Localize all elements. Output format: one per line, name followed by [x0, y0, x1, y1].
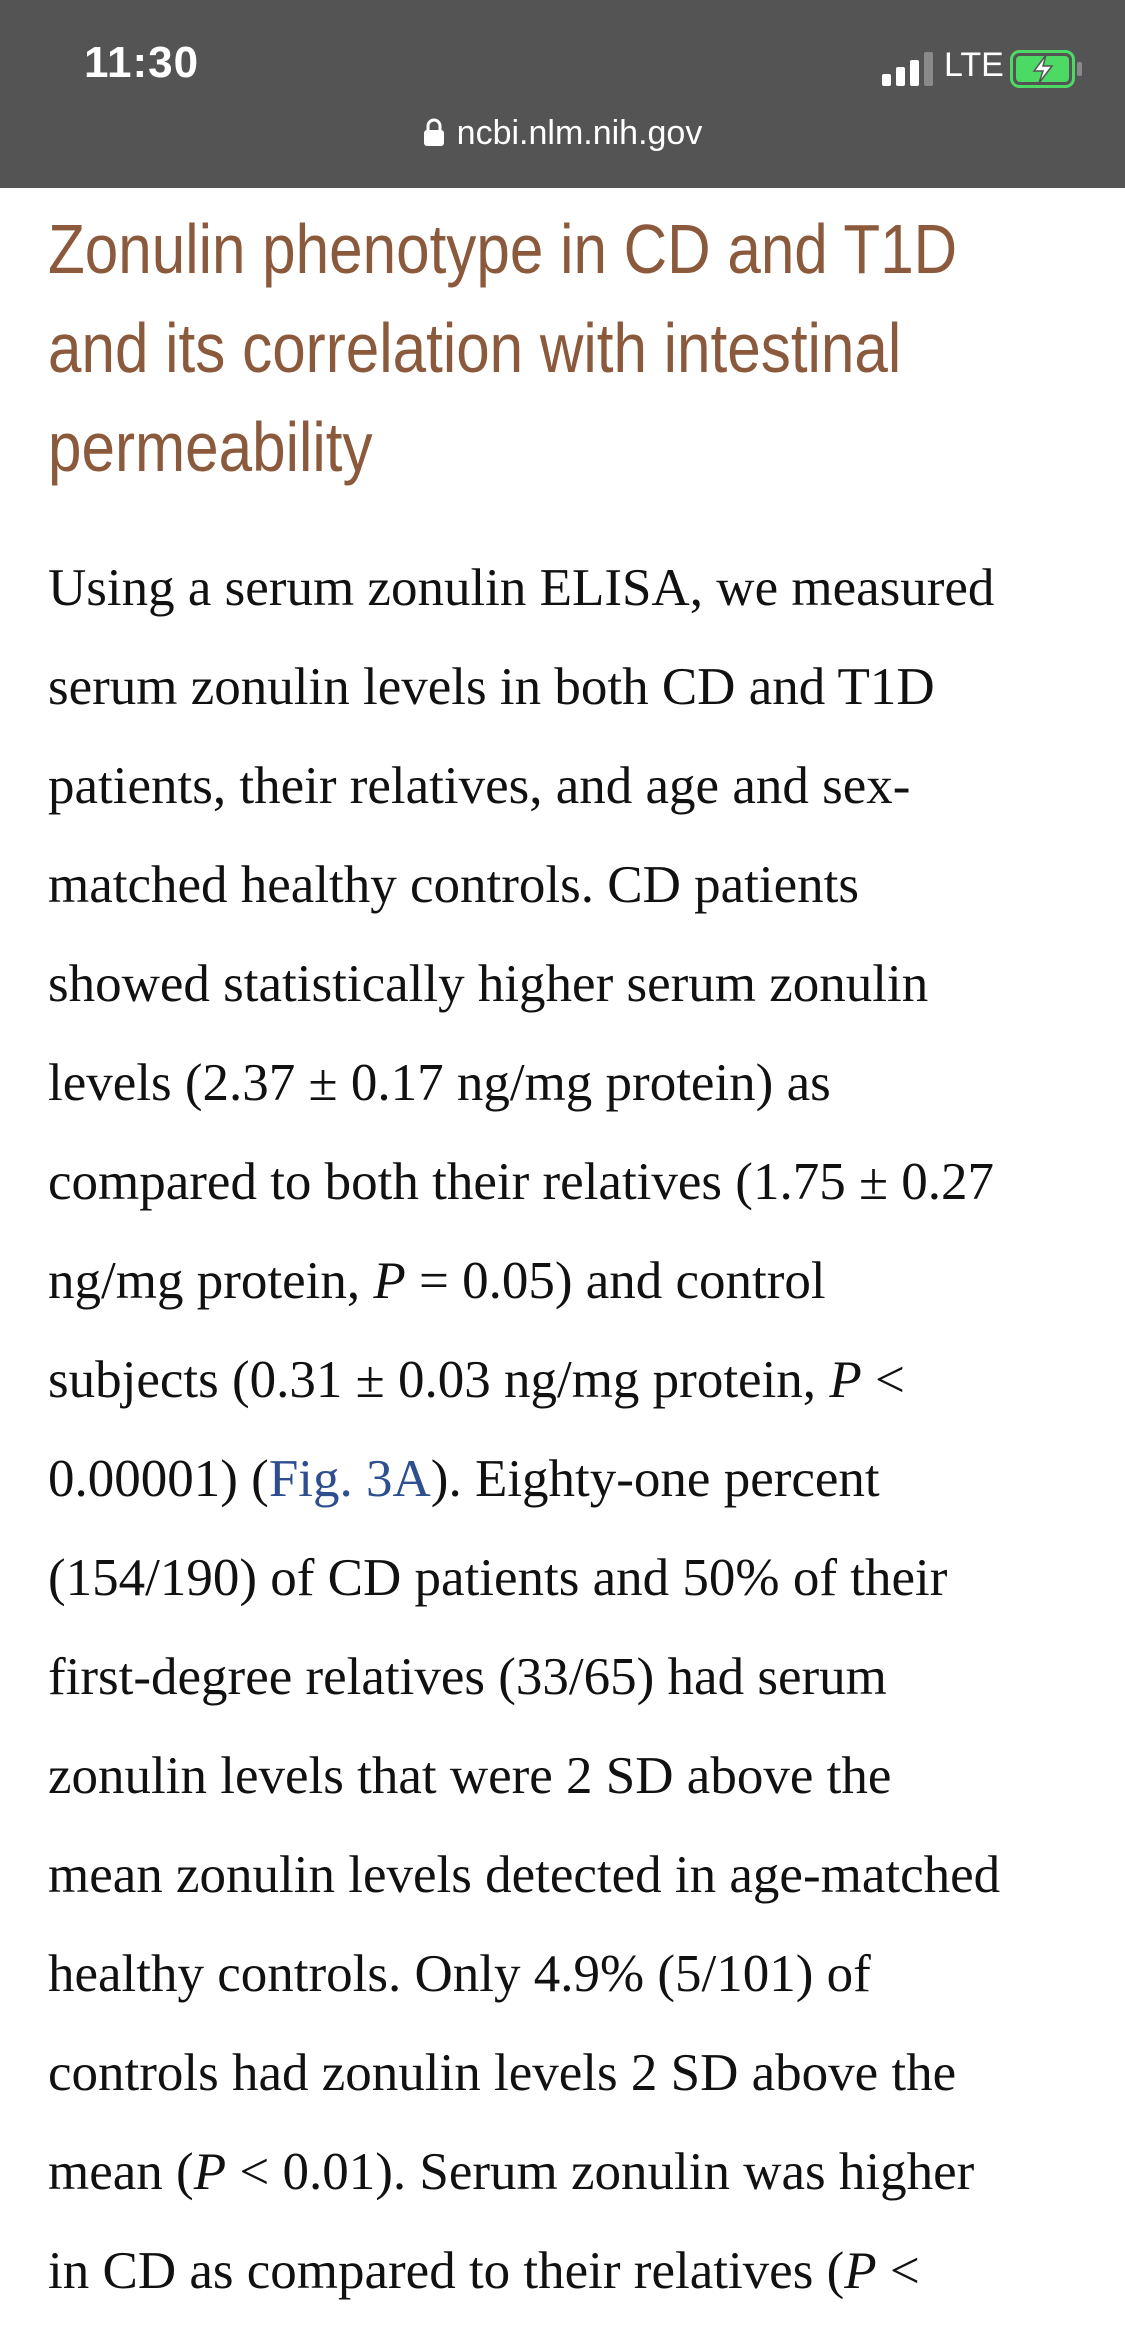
- paragraph-line: first-degree relatives (33/65) had serum: [48, 1648, 887, 1706]
- status-time: 11:30: [84, 38, 200, 87]
- section-heading: [48, 200, 1071, 497]
- paragraph-line: [48, 1232, 1078, 1331]
- text-run: = 0.05) and control: [405, 1252, 826, 1310]
- text-run: <: [876, 2242, 920, 2300]
- heading-line: Zonulin phenotype in CD and T1D: [48, 210, 958, 288]
- article-paragraph: [48, 539, 1078, 2321]
- paragraph-line: [48, 2123, 1078, 2222]
- paragraph-line: controls had zonulin levels 2 SD above the: [48, 2044, 957, 2102]
- heading-line: permeability: [48, 408, 373, 486]
- p-value-symbol: P: [193, 2143, 227, 2201]
- address-bar[interactable]: [0, 114, 1125, 174]
- paragraph-line: [48, 1331, 1078, 1430]
- lock-icon: [423, 117, 445, 147]
- status-bar: [0, 0, 1125, 188]
- paragraph-line: compared to both their relatives (1.75 ± 0.27: [48, 1153, 995, 1211]
- paragraph-line: [48, 1430, 1078, 1529]
- paragraph-line: serum zonulin levels in both CD and T1D: [48, 658, 935, 716]
- p-value-symbol: P: [844, 2242, 877, 2300]
- heading-line: and its correlation with intestinal: [48, 309, 902, 387]
- p-value-symbol: P: [373, 1252, 406, 1310]
- text-run: <: [861, 1351, 905, 1409]
- paragraph-line: patients, their relatives, and age and sex-: [48, 757, 911, 815]
- paragraph-line: showed statistically higher serum zonulin: [48, 955, 929, 1013]
- paragraph-line: healthy controls. Only 4.9% (5/101) of: [48, 1945, 871, 2003]
- p-value-symbol: P: [829, 1351, 862, 1409]
- paragraph-line: mean zonulin levels detected in age-matched: [48, 1846, 1001, 1904]
- article-content: [48, 200, 1078, 2321]
- paragraph-line: Using a serum zonulin ELISA, we measured: [48, 559, 995, 617]
- text-run: 0.00001) (: [48, 1450, 269, 1508]
- cellular-signal-icon: [882, 52, 934, 86]
- paragraph-line: [48, 2222, 1078, 2321]
- network-type: LTE: [944, 46, 1004, 84]
- text-run: subjects (0.31 ± 0.03 ng/mg protein,: [48, 1351, 830, 1409]
- paragraph-line: (154/190) of CD patients and 50% of their: [48, 1549, 948, 1607]
- paragraph-line: levels (2.37 ± 0.17 ng/mg protein) as: [48, 1054, 831, 1112]
- text-run: ). Eighty-one percent: [430, 1450, 880, 1508]
- paragraph-line: zonulin levels that were 2 SD above the: [48, 1747, 892, 1805]
- url-text: ncbi.nlm.nih.gov: [456, 114, 703, 152]
- text-run: in CD as compared to their relatives (: [48, 2242, 845, 2300]
- battery-charging-icon: [1010, 50, 1084, 88]
- text-run: < 0.01). Serum zonulin was higher: [226, 2143, 975, 2201]
- figure-3a-link[interactable]: Fig. 3A: [268, 1450, 431, 1508]
- text-run: mean (: [48, 2143, 194, 2201]
- text-run: ng/mg protein,: [48, 1252, 374, 1310]
- paragraph-line: matched healthy controls. CD patients: [48, 856, 859, 914]
